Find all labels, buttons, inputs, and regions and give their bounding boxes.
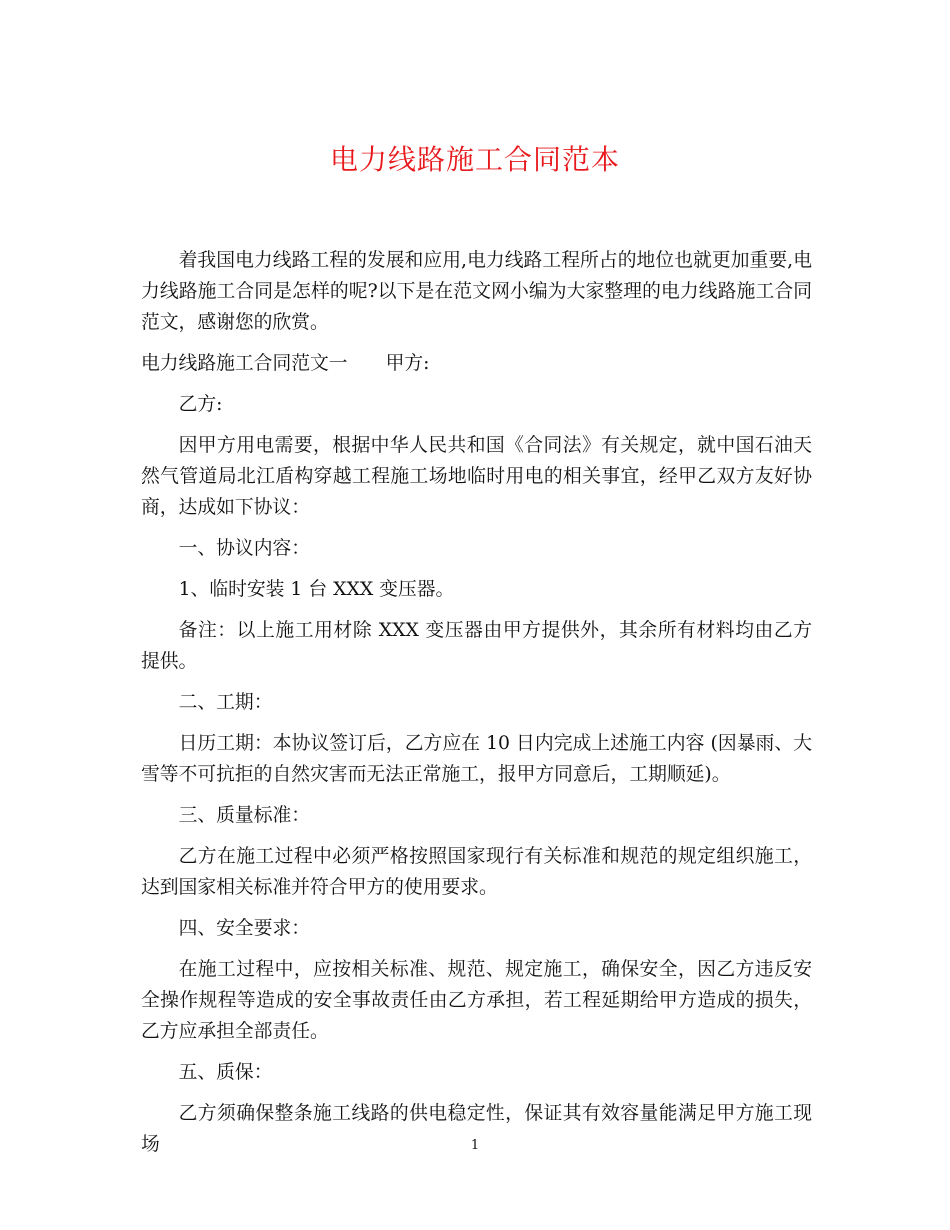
clause-1-heading: 一、协议内容： [178,538,311,559]
document-title: 电力线路施工合同范本 [329,143,620,176]
preamble-paragraph: 因甲方用电需要，根据中华人民共和国《合同法》有关规定，就中国石油天然气管道局北江盾构穿越工程施工场地临时用电的相关事宜，经甲乙双方友好协商，达成如下协议： [141,435,812,518]
clause-2-text: 日历工期：本协议签订后，乙方应在 10 日内完成上述施工内容 (因暴雨、大雪等不可抗拒的自然灾害而无法正常施工，报甲方同意后，工期顺延)。 [141,733,812,785]
clause-5-heading: 五、质保： [178,1062,273,1083]
clause-4-heading: 四、安全要求： [178,918,311,939]
clause-2-heading: 二、工期： [178,692,273,713]
party-a-label: 甲方: [385,353,430,374]
page-number: 1 [470,1138,480,1153]
clause-1-note: 备注：以上施工用材除 XXX 变压器由甲方提供外，其余所有材料均由乙方提供。 [141,620,812,672]
document-body [141,245,812,1170]
clause-1-item: 1、临时安装 1 台 XXX 变压器。 [178,579,455,600]
clause-4-text: 在施工过程中，应按相关标准、规范、规定施工，确保安全，因乙方违反安全操作规程等造成的安全事故责任由乙方承担，若工程延期给甲方造成的损失，乙方应承担全部责任。 [141,959,812,1042]
intro-paragraph: 着我国电力线路工程的发展和应用,电力线路工程所占的地位也就更加重要,电力线路施工合同是怎样的呢?以下是在范文网小编为大家整理的电力线路施工合同范文，感谢您的欣赏。 [141,250,812,333]
clause-3-text: 乙方在施工过程中必须严格按照国家现行有关标准和规范的规定组织施工，达到国家相关标准并符合甲方的使用要求。 [141,846,812,898]
clause-5-text: 乙方须确保整条施工线路的供电稳定性，保证其有效容量能满足甲方施工现场 [141,1103,812,1155]
section-heading: 电力线路施工合同范文一 [141,353,348,374]
party-b-label: 乙方: [178,394,223,415]
section-heading-line [141,348,812,379]
clause-3-heading: 三、质量标准： [178,805,311,826]
